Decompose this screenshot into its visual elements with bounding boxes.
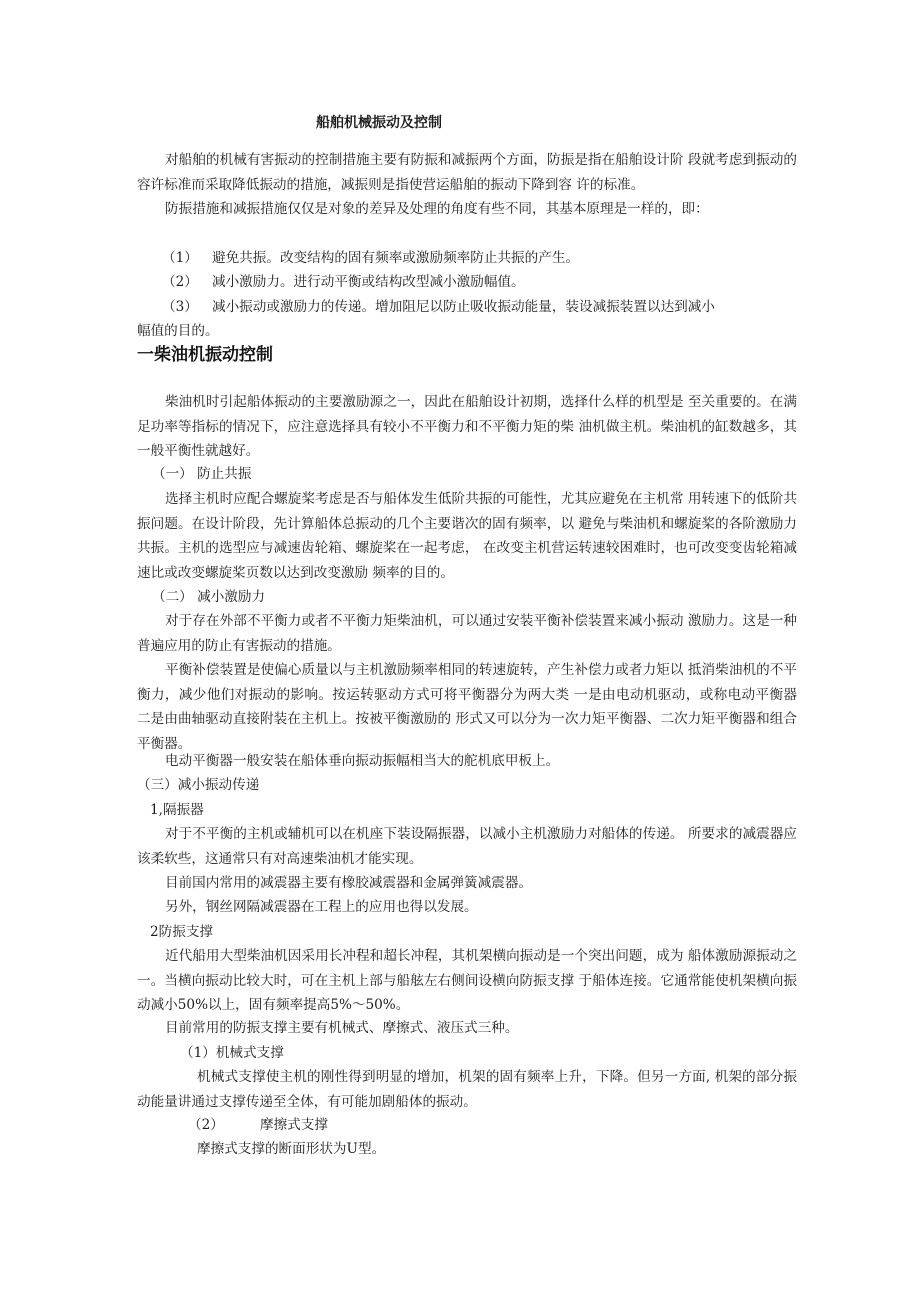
intro-item-2 [162, 270, 525, 295]
item-number: （2） [188, 1117, 224, 1133]
brace-paragraph-2: 目前常用的防振支撑主要有机械式、摩擦式、液压式三种。 [165, 1020, 519, 1036]
document-title: 船舶机械振动及控制 [316, 115, 442, 131]
item-text: 摩擦式支撑 [260, 1117, 328, 1133]
brace-paragraph-1: 近代船用大型柴油机因采用长冲程和超长冲程，其机架横向振动是一个突出问题，成为 船体激励源振动之一。当横向振动比较大时，可在主机上部与船舷左右侧间设横向防振支撑 于船体连接。它通常能使机架横向振动减小50%以上，固有频率提高5%〜50%。 [137, 948, 797, 1014]
subsection-2-paragraph-1: 对于存在外部不平衡力或者不平衡力矩柴油机，可以通过安装平衡补偿装置来减小振动 激励力。这是一种普遍应用的防止有害振动的措施。 [137, 613, 797, 654]
mechanical-support-paragraph: 机械式支撑使主机的刚性得到明显的增加，机架的固有频率上升，下降。但另一方面, 机架的部分振动能量讲通过支撑传递至全体，有可能加剧船体的振动。 [137, 1069, 797, 1110]
isolator-heading: 1,隔振器 [150, 802, 204, 818]
item-text: 避免共振。改变结构的固有频率或激励频率防止共振的产生。 [212, 250, 580, 266]
section-heading: 一柴油机振动控制 [137, 345, 273, 365]
subsection-heading-1: （一） 防止共振 [152, 466, 252, 482]
isolator-paragraph-1: 对于不平衡的主机或辅机可以在机座下装设隔振器，以减小主机激励力对船体的传递。 所要求的减震器应该柔软些，这通常只有对高速柴油机才能实现。 [137, 826, 797, 867]
item-number: （1） [162, 250, 198, 266]
subsection-2-paragraph-2: 平衡补偿装置是使偏心质量以与主机激励频率相同的转速旋转，产生补偿力或者力矩以 抵消柴油机的不平衡力，减少他们对振动的影响。按运转驱动方式可将平衡器分为两大类 一是由电动机驱动，或称电动平衡器 二是由曲轴驱动直接附装在主机上。按被平衡激励的 形式又可以分为一次力矩平衡器、二次力矩平衡器和组合平衡器。 [137, 662, 797, 752]
subsection-2-paragraph-3: 电动平衡器一般安装在船体垂向振动振幅相当大的舵机底甲板上。 [165, 753, 560, 769]
item-text: 减小激励力。进行动平衡或结构改型减小激励幅值。 [212, 274, 525, 290]
friction-support-heading [188, 1113, 328, 1138]
isolator-paragraph-2: 目前国内常用的减震器主要有橡胶减震器和金属弹簧减震器。 [165, 875, 533, 891]
intro-paragraph-2: 防振措施和减振措施仅仅是对象的差异及处理的角度有些不同，其基本原理是一样的，即： [165, 201, 709, 217]
item-number: （2） [162, 274, 198, 290]
subsection-heading-2: （二） 减小激励力 [152, 589, 266, 605]
subsection-1-paragraph: 选择主机时应配合螺旋桨考虑是否与船体发生低阶共振的可能性，尤其应避免在主机常 用转速下的低阶共振问题。在设计阶段，先计算船体总振动的几个主要谐次的固有频率，以 避免与柴油机和螺旋桨的各阶激励力共振。主机的选型应与减速齿轮箱、螺旋桨在一起考虑， 在改变主机营运转速较困难时，也可改变变齿轮箱减速比或改变螺旋桨页数以达到改变激励 频率的目的。 [137, 491, 797, 581]
friction-support-paragraph: 摩擦式支撑的断面形状为U型。 [197, 1141, 386, 1157]
intro-item-1 [162, 246, 579, 271]
item-number: （3） [162, 299, 198, 315]
subsection-heading-3: （三）减小振动传递 [137, 777, 260, 793]
intro-item-3-continued: 幅值的目的。 [137, 323, 219, 339]
mechanical-support-heading: （1）机械式支撑 [180, 1045, 284, 1061]
intro-item-3 [162, 295, 715, 320]
item-text: 减小振动或激励力的传递。增加阻尼以防止吸收振动能量，装设减振装置以达到减小 [212, 299, 715, 315]
section-paragraph-1: 柴油机时引起船体振动的主要激励源之一，因此在船舶设计初期，选择什么样的机型是 至关重要的。在满足功率等指标的情况下，应注意选择具有较小不平衡力和不平衡力矩的柴 油机做主机。柴油机的缸数越多，其一般平衡性就越好。 [137, 394, 797, 460]
isolator-paragraph-3: 另外，钢丝网隔减震器在工程上的应用也得以发展。 [165, 899, 478, 915]
brace-heading: 2防振支撑 [150, 924, 214, 940]
intro-paragraph-1: 对船舶的机械有害振动的控制措施主要有防振和减振两个方面，防振是指在船舶设计阶 段就考虑到振动的容许标准而采取降低振动的措施，减振则是指使营运船舶的振动下降到容 许的标准。 [137, 152, 797, 193]
